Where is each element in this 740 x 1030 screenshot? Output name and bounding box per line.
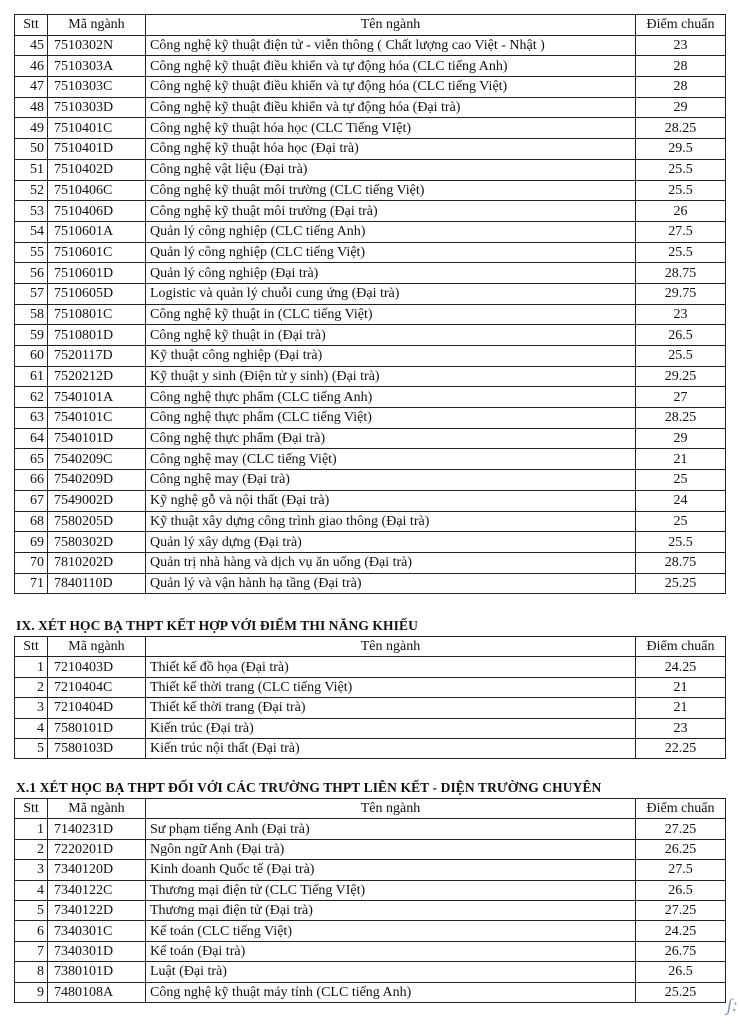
header-score: Điểm chuẩn — [636, 637, 726, 657]
row-name: Quản trị nhà hàng và dịch vụ ăn uống (Đại trà) — [146, 552, 636, 573]
row-stt: 3 — [15, 698, 48, 718]
header-name: Tên ngành — [146, 637, 636, 657]
row-name: Thương mại điện tử (Đại trà) — [146, 900, 636, 920]
row-stt: 59 — [15, 325, 48, 346]
row-score: 21 — [636, 677, 726, 697]
row-score: 25 — [636, 470, 726, 491]
row-score: 25.5 — [636, 159, 726, 180]
table-row — [15, 201, 726, 222]
row-score: 25 — [636, 511, 726, 532]
row-score: 25.5 — [636, 346, 726, 367]
table-header-row — [15, 637, 726, 657]
row-score: 28.25 — [636, 408, 726, 429]
row-code: 7540101A — [48, 387, 146, 408]
row-code: 7220201D — [48, 839, 146, 859]
row-name: Công nghệ kỹ thuật hóa học (CLC Tiếng VIệt) — [146, 118, 636, 139]
row-score: 29 — [636, 428, 726, 449]
row-code: 7510401D — [48, 139, 146, 160]
table-header-row — [15, 799, 726, 819]
row-name: Công nghệ may (Đại trà) — [146, 470, 636, 491]
row-code: 7480108A — [48, 982, 146, 1002]
row-code: 7210404D — [48, 698, 146, 718]
row-name: Thiết kế thời trang (Đại trà) — [146, 698, 636, 718]
row-score: 26.5 — [636, 325, 726, 346]
row-name: Kế toán (CLC tiếng Việt) — [146, 921, 636, 941]
row-name: Công nghệ kỹ thuật điện tử - viễn thông ( Chất lượng cao Việt - Nhật ) — [146, 35, 636, 56]
row-code: 7510303A — [48, 56, 146, 77]
row-stt: 2 — [15, 839, 48, 859]
row-score: 29.5 — [636, 139, 726, 160]
row-code: 7340122C — [48, 880, 146, 900]
section-heading-x1: X.1 XÉT HỌC BẠ THPT ĐỐI VỚI CÁC TRƯỜNG THPT LIÊN KẾT - DIỆN TRƯỜNG CHUYÊN — [16, 780, 602, 795]
table-row — [15, 738, 726, 758]
table-row — [15, 941, 726, 961]
row-stt: 7 — [15, 941, 48, 961]
table-row — [15, 408, 726, 429]
row-score: 27.5 — [636, 221, 726, 242]
table-row — [15, 962, 726, 982]
row-stt: 56 — [15, 263, 48, 284]
row-score: 27 — [636, 387, 726, 408]
table-row — [15, 283, 726, 304]
row-score: 29.25 — [636, 366, 726, 387]
row-name: Thương mại điện tử (CLC Tiếng VIệt) — [146, 880, 636, 900]
row-name: Sư phạm tiếng Anh (Đại trà) — [146, 819, 636, 839]
row-name: Quản lý và vận hành hạ tầng (Đại trà) — [146, 573, 636, 594]
row-stt: 57 — [15, 283, 48, 304]
row-code: 7510801D — [48, 325, 146, 346]
row-name: Công nghệ kỹ thuật điều khiển và tự động hóa (Đại trà) — [146, 97, 636, 118]
row-name: Công nghệ may (CLC tiếng Việt) — [146, 449, 636, 470]
row-stt: 50 — [15, 139, 48, 160]
row-score: 25.5 — [636, 532, 726, 553]
row-code: 7510303D — [48, 97, 146, 118]
header-stt: Stt — [15, 15, 48, 36]
row-score: 27.25 — [636, 900, 726, 920]
row-name: Kỹ thuật xây dựng công trình giao thông (Đại trà) — [146, 511, 636, 532]
row-name: Công nghệ kỹ thuật điều khiển và tự động hóa (CLC tiếng Anh) — [146, 56, 636, 77]
row-score: 22.25 — [636, 738, 726, 758]
row-score: 28.75 — [636, 552, 726, 573]
row-code: 7210403D — [48, 657, 146, 677]
row-name: Công nghệ kỹ thuật in (Đại trà) — [146, 325, 636, 346]
row-stt: 61 — [15, 366, 48, 387]
row-stt: 69 — [15, 532, 48, 553]
table-row — [15, 860, 726, 880]
row-stt: 58 — [15, 304, 48, 325]
admission-scores-table-3 — [14, 798, 726, 1003]
header-score: Điểm chuẩn — [636, 799, 726, 819]
row-code: 7540209C — [48, 449, 146, 470]
row-code: 7580101D — [48, 718, 146, 738]
table-row — [15, 449, 726, 470]
row-stt: 3 — [15, 860, 48, 880]
row-stt: 2 — [15, 677, 48, 697]
row-stt: 49 — [15, 118, 48, 139]
row-name: Công nghệ kỹ thuật môi trường (Đại trà) — [146, 201, 636, 222]
row-code: 7340120D — [48, 860, 146, 880]
header-code: Mã ngành — [48, 799, 146, 819]
table-row — [15, 180, 726, 201]
row-name: Quản lý xây dựng (Đại trà) — [146, 532, 636, 553]
row-stt: 5 — [15, 738, 48, 758]
row-code: 7510605D — [48, 283, 146, 304]
table-row — [15, 532, 726, 553]
row-code: 7510302N — [48, 35, 146, 56]
row-score: 26.5 — [636, 962, 726, 982]
table-row — [15, 221, 726, 242]
row-name: Công nghệ kỹ thuật máy tính (CLC tiếng Anh) — [146, 982, 636, 1002]
table-row — [15, 304, 726, 325]
row-code: 7510406D — [48, 201, 146, 222]
row-name: Luật (Đại trà) — [146, 962, 636, 982]
row-code: 7580205D — [48, 511, 146, 532]
row-stt: 71 — [15, 573, 48, 594]
row-stt: 6 — [15, 921, 48, 941]
table-row — [15, 387, 726, 408]
row-code: 7810202D — [48, 552, 146, 573]
row-name: Kế toán (Đại trà) — [146, 941, 636, 961]
row-score: 25.25 — [636, 982, 726, 1002]
table-row — [15, 511, 726, 532]
header-code: Mã ngành — [48, 15, 146, 36]
table-row — [15, 490, 726, 511]
row-stt: 4 — [15, 718, 48, 738]
header-name: Tên ngành — [146, 799, 636, 819]
row-score: 24.25 — [636, 921, 726, 941]
row-score: 26.25 — [636, 839, 726, 859]
row-name: Quản lý công nghiệp (CLC tiếng Việt) — [146, 242, 636, 263]
table-row — [15, 325, 726, 346]
row-stt: 47 — [15, 77, 48, 98]
table-row — [15, 718, 726, 738]
row-code: 7340122D — [48, 900, 146, 920]
row-name: Thiết kế thời trang (CLC tiếng Việt) — [146, 677, 636, 697]
row-score: 26 — [636, 201, 726, 222]
table-row — [15, 77, 726, 98]
row-stt: 45 — [15, 35, 48, 56]
row-name: Kiến trúc nội thất (Đại trà) — [146, 738, 636, 758]
row-stt: 68 — [15, 511, 48, 532]
row-code: 7580302D — [48, 532, 146, 553]
row-code: 7510402D — [48, 159, 146, 180]
row-stt: 62 — [15, 387, 48, 408]
table-row — [15, 839, 726, 859]
table-row — [15, 56, 726, 77]
row-code: 7549002D — [48, 490, 146, 511]
table-row — [15, 470, 726, 491]
row-stt: 1 — [15, 657, 48, 677]
row-name: Công nghệ kỹ thuật điều khiển và tự động hóa (CLC tiếng Việt) — [146, 77, 636, 98]
row-stt: 67 — [15, 490, 48, 511]
row-name: Công nghệ thực phẩm (CLC tiếng Anh) — [146, 387, 636, 408]
header-stt: Stt — [15, 637, 48, 657]
row-stt: 64 — [15, 428, 48, 449]
row-name: Ngôn ngữ Anh (Đại trà) — [146, 839, 636, 859]
row-score: 26.75 — [636, 941, 726, 961]
signature-mark: ʃ: — [726, 995, 738, 1015]
row-score: 24.25 — [636, 657, 726, 677]
table-row — [15, 428, 726, 449]
row-stt: 60 — [15, 346, 48, 367]
header-score: Điểm chuẩn — [636, 15, 726, 36]
row-name: Kỹ nghệ gỗ và nội thất (Đại trà) — [146, 490, 636, 511]
row-name: Thiết kế đồ họa (Đại trà) — [146, 657, 636, 677]
row-score: 29 — [636, 97, 726, 118]
row-score: 26.5 — [636, 880, 726, 900]
row-code: 7540101C — [48, 408, 146, 429]
table-row — [15, 159, 726, 180]
row-stt: 55 — [15, 242, 48, 263]
row-name: Quản lý công nghiệp (CLC tiếng Anh) — [146, 221, 636, 242]
table-row — [15, 573, 726, 594]
row-score: 25.5 — [636, 180, 726, 201]
row-code: 7340301D — [48, 941, 146, 961]
row-stt: 54 — [15, 221, 48, 242]
row-stt: 8 — [15, 962, 48, 982]
row-code: 7520117D — [48, 346, 146, 367]
row-code: 7580103D — [48, 738, 146, 758]
table-row — [15, 366, 726, 387]
row-code: 7510406C — [48, 180, 146, 201]
row-code: 7840110D — [48, 573, 146, 594]
table-header-row — [15, 15, 726, 36]
row-name: Quản lý công nghiệp (Đại trà) — [146, 263, 636, 284]
row-name: Logistic và quản lý chuỗi cung ứng (Đại trà) — [146, 283, 636, 304]
row-code: 7340301C — [48, 921, 146, 941]
row-code: 7510801C — [48, 304, 146, 325]
row-stt: 52 — [15, 180, 48, 201]
admission-scores-table-2 — [14, 636, 726, 759]
row-score: 28.75 — [636, 263, 726, 284]
row-score: 28 — [636, 77, 726, 98]
table-row — [15, 346, 726, 367]
row-score: 28.25 — [636, 118, 726, 139]
row-score: 24 — [636, 490, 726, 511]
row-name: Kinh doanh Quốc tế (Đại trà) — [146, 860, 636, 880]
row-score: 21 — [636, 698, 726, 718]
table-row — [15, 921, 726, 941]
row-score: 29.75 — [636, 283, 726, 304]
table-row — [15, 880, 726, 900]
table-row — [15, 552, 726, 573]
row-name: Kiến trúc (Đại trà) — [146, 718, 636, 738]
row-stt: 4 — [15, 880, 48, 900]
table-row — [15, 118, 726, 139]
row-score: 21 — [636, 449, 726, 470]
row-score: 27.5 — [636, 860, 726, 880]
row-score: 23 — [636, 304, 726, 325]
table-row — [15, 35, 726, 56]
table-row — [15, 677, 726, 697]
row-name: Kỹ thuật công nghiệp (Đại trà) — [146, 346, 636, 367]
row-name: Công nghệ kỹ thuật hóa học (Đại trà) — [146, 139, 636, 160]
row-code: 7520212D — [48, 366, 146, 387]
row-name: Kỹ thuật y sinh (Điện tử y sinh) (Đại trà) — [146, 366, 636, 387]
header-code: Mã ngành — [48, 637, 146, 657]
row-stt: 66 — [15, 470, 48, 491]
table-row — [15, 819, 726, 839]
header-name: Tên ngành — [146, 15, 636, 36]
row-code: 7210404C — [48, 677, 146, 697]
row-name: Công nghệ thực phẩm (Đại trà) — [146, 428, 636, 449]
row-code: 7380101D — [48, 962, 146, 982]
row-stt: 48 — [15, 97, 48, 118]
admission-scores-table-1 — [14, 14, 726, 594]
table-row — [15, 657, 726, 677]
table-row — [15, 242, 726, 263]
row-stt: 70 — [15, 552, 48, 573]
row-code: 7510601D — [48, 263, 146, 284]
table-row — [15, 698, 726, 718]
row-name: Công nghệ kỹ thuật môi trường (CLC tiếng Việt) — [146, 180, 636, 201]
table-row — [15, 139, 726, 160]
table-row — [15, 982, 726, 1002]
row-code: 7540101D — [48, 428, 146, 449]
row-code: 7510401C — [48, 118, 146, 139]
row-code: 7510601C — [48, 242, 146, 263]
row-stt: 63 — [15, 408, 48, 429]
row-code: 7140231D — [48, 819, 146, 839]
row-stt: 65 — [15, 449, 48, 470]
row-stt: 1 — [15, 819, 48, 839]
table-row — [15, 97, 726, 118]
row-score: 25.25 — [636, 573, 726, 594]
header-stt: Stt — [15, 799, 48, 819]
row-stt: 9 — [15, 982, 48, 1002]
row-score: 23 — [636, 35, 726, 56]
row-score: 28 — [636, 56, 726, 77]
row-code: 7510303C — [48, 77, 146, 98]
section-heading-ix: IX. XÉT HỌC BẠ THPT KẾT HỢP VỚI ĐIỂM THI NĂNG KHIẾU — [16, 618, 418, 633]
table-row — [15, 900, 726, 920]
row-stt: 53 — [15, 201, 48, 222]
row-stt: 5 — [15, 900, 48, 920]
row-code: 7540209D — [48, 470, 146, 491]
row-stt: 51 — [15, 159, 48, 180]
row-score: 23 — [636, 718, 726, 738]
row-score: 25.5 — [636, 242, 726, 263]
row-stt: 46 — [15, 56, 48, 77]
row-name: Công nghệ kỹ thuật in (CLC tiếng Việt) — [146, 304, 636, 325]
row-name: Công nghệ vật liệu (Đại trà) — [146, 159, 636, 180]
row-code: 7510601A — [48, 221, 146, 242]
row-name: Công nghệ thực phẩm (CLC tiếng Việt) — [146, 408, 636, 429]
row-score: 27.25 — [636, 819, 726, 839]
table-row — [15, 263, 726, 284]
